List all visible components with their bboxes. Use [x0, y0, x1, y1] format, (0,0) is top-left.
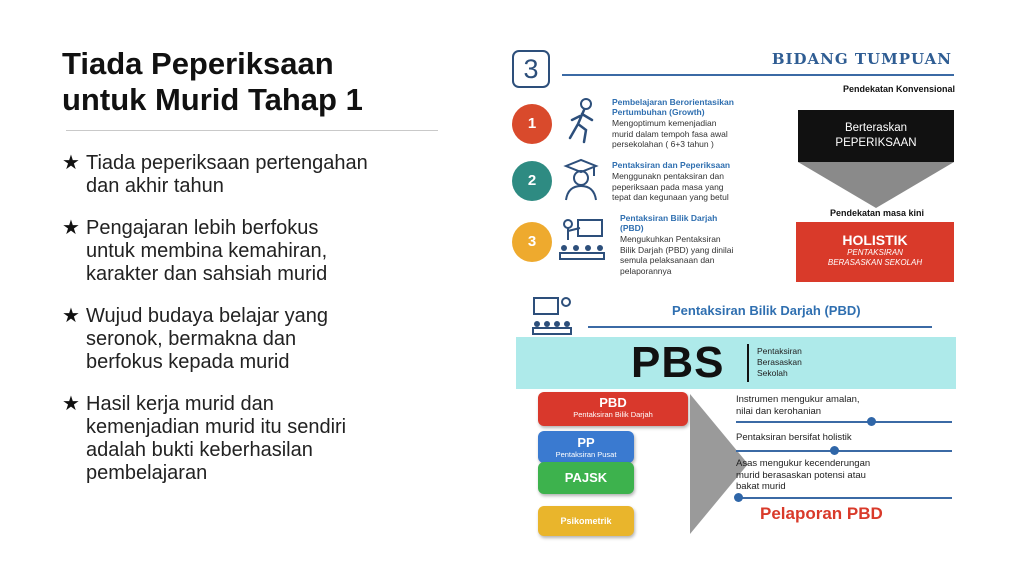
bullet-item: [62, 393, 487, 485]
description-1-line: nilai dan kerohanian: [736, 405, 822, 417]
item-1-desc-line: murid dalam tempoh fasa awal: [612, 128, 728, 139]
description-2: [736, 432, 852, 444]
pbs-subtitle-line: Pentaksiran: [757, 346, 802, 356]
description-1: [736, 394, 860, 417]
star-icon: ★: [62, 305, 80, 327]
pp-button: [538, 431, 634, 463]
bullet-item: [62, 152, 487, 198]
description-2-line: Pentaksiran bersifat holistik: [736, 432, 852, 443]
pbs-subtitle-line: Sekolah: [757, 368, 788, 378]
item-1-desc-line: Mengoptimum kemenjadian: [612, 118, 717, 128]
star-icon: ★: [62, 393, 80, 415]
graduate-icon: [556, 156, 606, 202]
description-1-dot: [867, 417, 876, 426]
peperiksaan-box-line: Berteraskan: [844, 122, 907, 134]
bullet-item: [62, 217, 487, 286]
item-1-title: [612, 97, 734, 117]
item-2-desc-line: tepat dan kegunaan yang betul: [612, 192, 729, 202]
slide-title-line-2: untuk Murid Tahap 1: [62, 82, 363, 117]
pp-button-sub: Pentaksiran Pusat: [555, 450, 617, 459]
pbd-button-label: PBD: [599, 395, 627, 410]
classroom-icon: [556, 216, 606, 262]
bullet-line: karakter dan sahsiah murid: [86, 263, 328, 285]
pbd-heading-rule: [588, 326, 932, 328]
holistik-sub-line: PENTAKSIRAN: [847, 248, 903, 257]
description-3-rule: [736, 497, 952, 499]
item-1-desc: [612, 118, 728, 150]
bullet-line: pembelajaran: [86, 462, 208, 484]
description-1-rule: [736, 421, 952, 423]
item-1-desc-line: persekolahan ( 6+3 tahun ): [612, 139, 714, 149]
holistik-title: HOLISTIK: [842, 232, 908, 248]
heading-rule: [562, 74, 954, 76]
pbd-button: [538, 392, 688, 426]
pbd-button-sub: Pentaksiran Bilik Darjah: [573, 410, 653, 419]
pbs-subtitle: [757, 346, 802, 379]
description-3-line: Asas mengukur kecenderungan: [736, 458, 871, 469]
bidang-tumpuan-heading: BIDANG TUMPUAN: [712, 50, 952, 68]
description-3-dot: [734, 493, 743, 502]
bullet-line: Hasil kerja murid dan: [86, 393, 274, 415]
infographic: [504, 44, 960, 544]
bullet-list: [62, 152, 487, 504]
bullet-line: kemenjadian murid itu sendiri: [86, 416, 347, 438]
pbs-acronym: PBS: [631, 338, 725, 387]
pajsk-button: PAJSK: [538, 462, 634, 494]
pbs-subtitle-line: Berasaskan: [757, 357, 802, 367]
psikometrik-button: Psikometrik: [538, 506, 634, 536]
bullet-item: [62, 305, 487, 374]
bullet-line: Pengajaran lebih berfokus: [86, 217, 319, 239]
description-2-rule: [736, 450, 952, 452]
bullet-line: seronok, bermakna dan: [86, 328, 297, 350]
step-3-circle: 3: [512, 222, 552, 262]
item-2-title: [612, 160, 730, 170]
description-2-dot: [830, 446, 839, 455]
bullet-line: adalah bukti keberhasilan: [86, 439, 313, 461]
description-1-line: Instrumen mengukur amalan,: [736, 394, 860, 405]
pbs-separator: [747, 344, 749, 382]
slide-title: [62, 46, 482, 118]
star-icon: ★: [62, 152, 80, 174]
item-2-desc-line: peperiksaan pada masa yang: [612, 181, 724, 192]
pp-button-label: PP: [577, 435, 595, 450]
pbs-banner: [516, 337, 956, 389]
peperiksaan-box-line: PEPERIKSAAN: [835, 137, 917, 149]
section-number: 3: [512, 50, 550, 88]
item-3-title: [620, 213, 717, 233]
item-3-desc-line: semula pelaksanaan dan: [620, 255, 715, 265]
title-divider: [66, 130, 438, 131]
description-3-line: murid berasaskan potensi atau: [736, 469, 866, 481]
bullet-line: Wujud budaya belajar yang: [86, 305, 329, 327]
item-1-title-line: Pertumbuhan (Growth): [612, 107, 705, 117]
pendekatan-konvensional-label: Pendekatan Konvensional: [842, 84, 955, 94]
pelaporan-pbd-label: Pelaporan PBD: [760, 504, 883, 523]
holistik-box: [796, 222, 954, 282]
description-3: [736, 458, 870, 493]
step-1-circle: 1: [512, 104, 552, 144]
slide-title-line-1: Tiada Peperiksaan: [62, 46, 334, 81]
item-2-desc-line: Menggunakn pentaksiran dan: [612, 171, 724, 181]
description-3-line: bakat murid: [736, 481, 786, 492]
item-3-desc: [620, 234, 733, 276]
item-2-title-line: Pentaksiran dan Peperiksaan: [612, 160, 731, 170]
classroom-icon: [530, 296, 574, 336]
walking-person-icon: [556, 98, 606, 144]
star-icon: ★: [62, 217, 80, 239]
item-2-desc: [612, 171, 729, 203]
item-3-title-line: Pentaksiran Bilik Darjah: [620, 213, 718, 223]
holistik-sub-line: BERASASKAN SEKOLAH: [827, 258, 923, 267]
item-3-desc-line: Bilik Darjah (PBD) yang dinilai: [620, 244, 734, 255]
step-2-circle: 2: [512, 161, 552, 201]
item-1-title-line: Pembelajaran Berorientasikan: [612, 97, 734, 107]
bullet-line: berfokus kepada murid: [86, 351, 290, 373]
item-3-desc-line: pelaporannya: [620, 265, 672, 276]
pendekatan-masa-kini-label: Pendekatan masa kini: [829, 208, 925, 218]
item-3-desc-line: Mengukuhkan Pentaksiran: [620, 234, 721, 244]
bullet-line: untuk membina kemahiran,: [86, 240, 328, 262]
pbd-heading: Pentaksiran Bilik Darjah (PBD): [672, 303, 861, 318]
item-3-title-line: (PBD): [620, 223, 644, 233]
bullet-line: dan akhir tahun: [86, 175, 224, 197]
peperiksaan-box: [798, 110, 954, 162]
bullet-line: Tiada peperiksaan pertengahan: [86, 152, 368, 174]
